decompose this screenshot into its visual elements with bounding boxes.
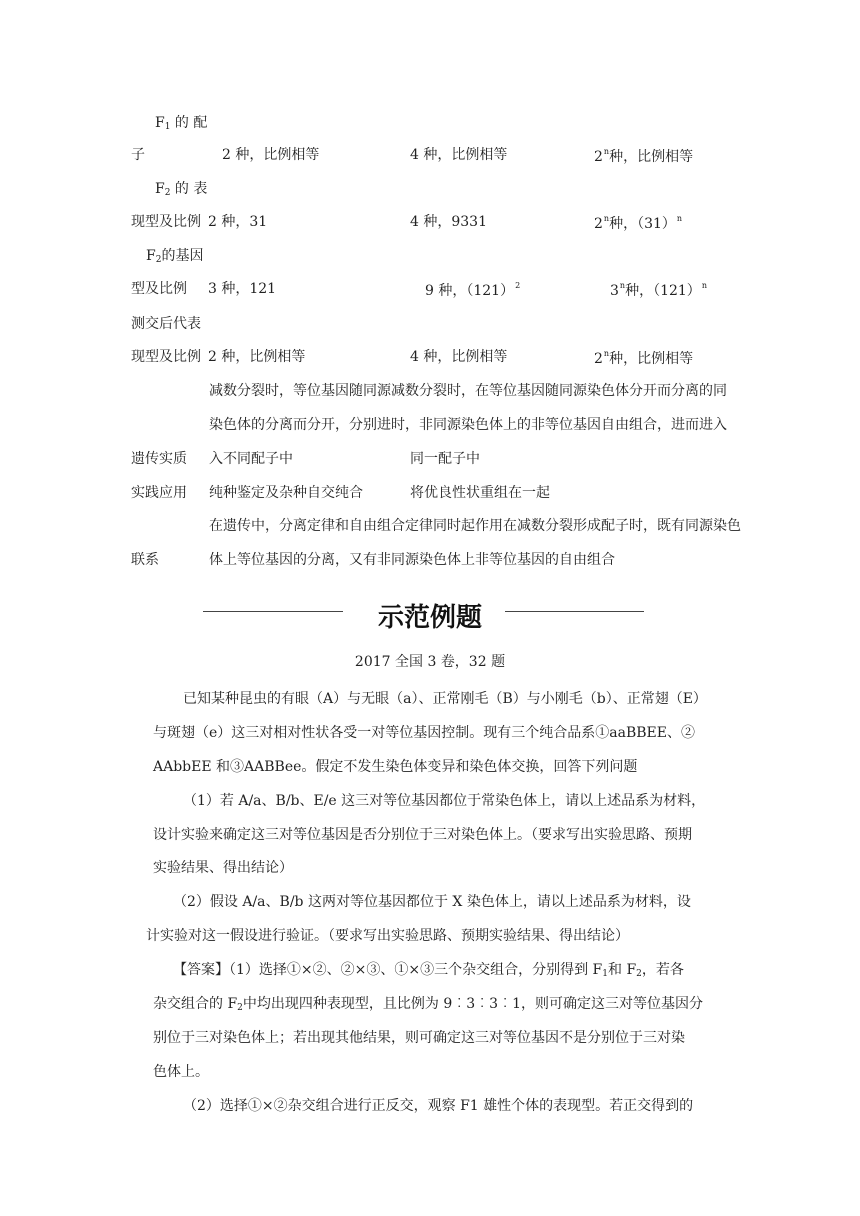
label-text: F (146, 248, 156, 264)
essence-line-2: 染色体的分离而分开，分别进时，非同源染色体上的非等位基因自由组合，进而进入 (209, 417, 727, 433)
cell-f2-pheno-1pair: 2 种，31 (208, 214, 268, 230)
superscript: 2 (515, 281, 521, 290)
subscript: 1 (602, 969, 608, 979)
essence-label: 遗传实质 (131, 451, 187, 467)
cell-f2-pheno-2pair: 4 种，9331 (410, 214, 487, 230)
superscript: n (676, 214, 683, 223)
cell-text: 种，（121） (625, 283, 701, 299)
cell-testcross-2pair: 4 种，比例相等 (410, 349, 508, 365)
cell-f1-gamete-2pair: 4 种，比例相等 (410, 147, 508, 163)
example-source: 2017 全国 3 卷，32 题 (354, 654, 506, 670)
answer-text: ，若各 (641, 962, 684, 978)
row-f2-pheno-label-cont: 现型及比例 (131, 214, 201, 230)
essence-line-3-combination: 同一配子中 (410, 451, 480, 467)
cell-f1-gamete-1pair: 2 种，比例相等 (222, 147, 320, 163)
superscript: n (603, 349, 610, 358)
label-text: 的 配 (170, 115, 208, 131)
cell-testcross-1pair: 2 种，比例相等 (208, 349, 306, 365)
answer-line-2 (153, 993, 703, 1013)
question-1-line-2: 设计实验来确定这三对等位基因是否分别位于三对染色体上。（要求写出实验思路、预期 (153, 827, 692, 843)
row-f1-gamete-label (155, 116, 207, 132)
question-line-2: 与斑翅（e）这三对相对性状各受一对等位基因控制。现有三个纯合品系①aaBBEE、② (153, 725, 695, 741)
practice-combination: 将优良性状重组在一起 (410, 485, 550, 501)
link-line-2: 体上等位基因的分离，又有非同源染色体上非等位基因的自由组合 (209, 552, 615, 568)
label-text: F (155, 181, 165, 197)
cell-text: 种，（31） (609, 216, 676, 232)
cell-testcross-npair (594, 350, 693, 366)
row-f2-geno-label (146, 249, 203, 265)
question-line-3: AAbbEE 和③AABBee。假定不发生染色体变异和染色体交换，回答下列问题 (153, 759, 638, 775)
subscript: 1 (164, 122, 171, 132)
practice-label: 实践应用 (131, 485, 187, 501)
answer-text: 【答案】（1）选择①×②、②×③、①×③三个杂交组合，分别得到 F (173, 962, 603, 978)
cell-f2-pheno-npair (594, 215, 682, 231)
answer-text: 杂交组合的 F (153, 996, 238, 1012)
subscript: 2 (164, 188, 171, 198)
essence-line-1: 减数分裂时，等位基因随同源减数分裂时，在等位基因随同源染色体分开而分离的同 (209, 383, 727, 399)
superscript: n (603, 147, 610, 156)
label-text: 的 表 (170, 181, 208, 197)
row-f2-pheno-label (155, 182, 207, 198)
row-testcross-label-cont: 现型及比例 (131, 349, 201, 365)
section-title: 示范例题 (377, 603, 482, 633)
question-1-line-1: （1）若 A/a、B/b、E/e 这三对等位基因都位于常染色体上，请以上述品系为材料， (183, 793, 706, 809)
row-f2-geno-label-cont: 型及比例 (131, 281, 187, 297)
cell-f2-geno-1pair: 3 种，121 (208, 281, 277, 297)
answer-text: 中均出现四种表现型，且比例为 9︰3︰3︰1，则可确定这三对等位基因分 (242, 996, 703, 1012)
question-line-1: 已知某种昆虫的有眼（A）与无眼（a）、正常刚毛（B）与小刚毛（b）、正常翅（E） (183, 691, 707, 707)
subscript: 2 (636, 969, 642, 979)
essence-line-3-separation: 入不同配子中 (209, 451, 293, 467)
answer-line-1 (173, 959, 684, 979)
row-f1-gamete-label-cont: 子 (131, 147, 145, 163)
practice-separation: 纯种鉴定及杂种自交纯合 (209, 485, 363, 501)
subscript: 2 (237, 1003, 243, 1013)
cell-text: 3 (610, 283, 619, 299)
superscript: n (619, 281, 626, 290)
answer-line-5: （2）选择①×②杂交组合进行正反交，观察 F1 雄性个体的表现型。若正交得到的 (183, 1098, 694, 1114)
label-text: 的基因 (161, 248, 204, 264)
cell-text: 9 种，（121） (425, 283, 515, 299)
question-1-line-3: 实验结果、得出结论） (153, 860, 293, 876)
cell-f2-geno-2pair (425, 282, 520, 298)
cell-text: 2 (594, 351, 603, 367)
cell-text: 种，比例相等 (609, 351, 694, 367)
subscript: 2 (155, 255, 162, 265)
answer-line-4: 色体上。 (153, 1064, 209, 1080)
heading-rule-right (505, 611, 644, 612)
label-text: F (155, 115, 165, 131)
superscript: n (603, 214, 610, 223)
cell-text: 2 (594, 149, 603, 165)
cell-f1-gamete-npair (594, 148, 693, 164)
cell-text: 2 (594, 216, 603, 232)
answer-text: 和 F (608, 962, 637, 978)
answer-line-3: 别位于三对染色体上；若出现其他结果，则可确定这三对等位基因不是分别位于三对染 (153, 1030, 685, 1046)
cell-f2-geno-npair (610, 282, 707, 298)
link-line-1: 在遗传中，分离定律和自由组合定律同时起作用在减数分裂形成配子时，既有同源染色 (209, 518, 741, 534)
question-2-line-2: 计实验对这一假设进行验证。（要求写出实验思路、预期实验结果、得出结论） (146, 928, 629, 944)
question-2-line-1: （2）假设 A/a、B/b 这两对等位基因都位于 X 染色体上，请以上述品系为材料，设 (173, 894, 691, 910)
superscript: n (701, 281, 707, 290)
cell-text: 种，比例相等 (609, 149, 694, 165)
link-label: 联系 (131, 552, 159, 568)
row-testcross-label: 测交后代表 (131, 316, 201, 332)
